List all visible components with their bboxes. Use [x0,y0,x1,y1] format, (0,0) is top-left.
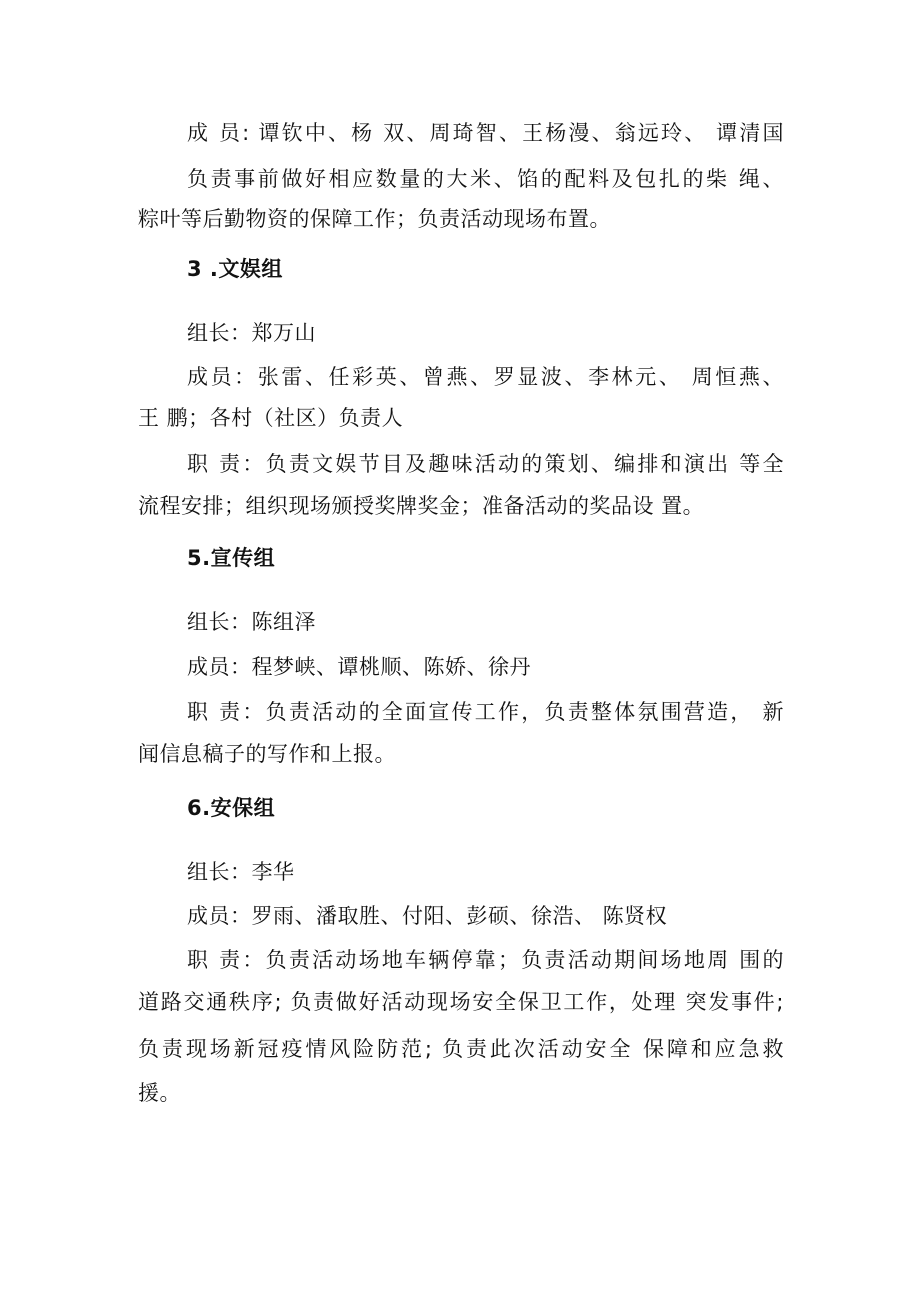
security-members: 成员：罗雨、潘取胜、付阳、彭硕、徐浩、 陈贤权 [187,904,668,928]
security-duty-line1: 职 责：负责活动场地车辆停靠；负责活动期间场地周 围的 [187,948,784,972]
security-duty-line2: 道路交通秩序; 负责做好活动现场安全保卫工作，处理 突发事件; [138,990,784,1014]
entertainment-members-line2: 王 鹏；各村（社区）负责人 [138,406,404,430]
logistics-members: 成 员: 谭钦中、杨 双、周琦智、王杨漫、翁远玲、 谭清国 [187,121,784,145]
publicity-leader: 组长：陈组泽 [187,610,316,634]
publicity-duty-line2: 闻信息稿子的写作和上报。 [138,742,396,766]
entertainment-duty-line1: 职 责：负责文娱节目及趣味活动的策划、编排和演出 等全 [187,452,784,476]
entertainment-members-line1: 成员：张雷、任彩英、曾燕、罗显波、李林元、 周恒燕、 [187,365,784,389]
security-leader: 组长：李华 [187,860,295,884]
entertainment-heading: 3 .文娱组 [187,257,283,281]
publicity-duty-line1: 职 责：负责活动的全面宣传工作，负责整体氛围营造， 新 [187,700,784,724]
entertainment-leader: 组长：郑万山 [187,321,316,345]
publicity-heading: 5.宣传组 [187,546,276,570]
entertainment-duty-line2: 流程安排；组织现场颁授奖牌奖金；准备活动的奖品设 置。 [138,494,705,518]
security-duty-line4: 援。 [138,1081,181,1105]
security-duty-line3: 负责现场新冠疫情风险防范; 负责此次活动安全 保障和应急救 [138,1037,784,1061]
publicity-members: 成员：程梦峡、谭桃顺、陈娇、徐丹 [187,655,531,679]
logistics-duty-line2: 粽叶等后勤物资的保障工作；负责活动现场布置。 [138,207,611,231]
security-heading: 6.安保组 [187,796,276,820]
logistics-duty-line1: 负责事前做好相应数量的大米、馅的配料及包扎的柴 绳、 [187,167,784,191]
